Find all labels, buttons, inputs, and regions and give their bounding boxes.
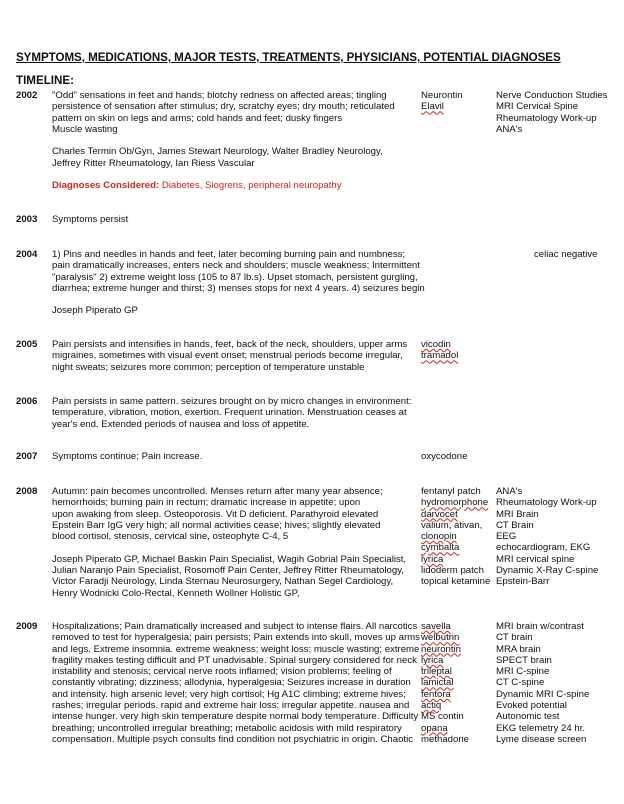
symptom-line: 1) Pins and needles in hands and feet, later becoming burning pain and numbness;: [52, 249, 406, 260]
medication-item: hydromorphone: [421, 497, 489, 509]
symptom-line: blood cortisol, stenosis, cervical sine, osteophyte C-4, 5: [52, 531, 289, 543]
symptom-line: upon awaking from sleep. Osteoporosis. Vit D deficient. Parathyroid elevated: [52, 508, 379, 520]
document-title: SYMPTOMS, MEDICATIONS, MAJOR TESTS, TREATMENTS, PHYSICIANS, POTENTIAL DIAGNOSES: [16, 51, 561, 64]
symptom-line: Symptoms persist: [52, 214, 129, 225]
entry-symptoms: [52, 90, 412, 192]
symptom-line: hemorrhoids; burning pain in rectum; dramatic increase in appetite; upon: [52, 497, 361, 509]
diagnoses-list: Diabetes, Siogrens, peripheral neuropathy: [161, 180, 342, 192]
symptom-line: Muscle wasting: [52, 123, 118, 135]
entry-tests: [496, 486, 624, 588]
test-item: MRI Cervical Spine: [496, 101, 579, 113]
test-item: Nerve Conduction Studies: [496, 90, 608, 101]
physician-line: Julian Naranjo Pain Specialist, Rosomoff Pain Center, Jeffrey Ritter Rheumatology,: [52, 565, 404, 577]
entry-medications: [421, 451, 497, 462]
entry-symptoms: [52, 451, 412, 462]
symptom-line: instability and stenosis; cervical nerve roots inflamed; vision problems; feeling of: [52, 666, 392, 678]
symptom-line: "Odd" sensations in feet and hands; blotchy redness on affected areas; tingling: [52, 90, 387, 101]
test-item: Autonomic test: [496, 711, 560, 723]
medication-item: savella: [421, 621, 451, 632]
test-item: MRI cervical spine: [496, 553, 575, 565]
medication-item: Elavil: [421, 101, 444, 113]
symptom-line: Pain persists in same pattern. seizures brought on by micro changes in environment:: [52, 396, 412, 407]
medication-item: topical ketamine: [421, 576, 491, 588]
test-item: Dynamic MRI C-spine: [496, 688, 590, 700]
entry-tests: [496, 621, 624, 745]
test-item: celiac negative: [534, 249, 598, 260]
test-item: Rheumatology Work-up: [496, 497, 597, 509]
medication-item: opana: [421, 722, 448, 734]
medication-item: Neurontin: [421, 90, 463, 101]
test-item: echocardiogram, EKG: [496, 542, 591, 554]
entry-year: 2009: [16, 621, 38, 632]
test-item: SPECT brain: [496, 654, 552, 666]
entry-medications: [421, 621, 497, 745]
entry-medications: [421, 486, 497, 588]
entry-symptoms: [52, 339, 412, 373]
test-item: MRI brain w/contrast: [496, 621, 584, 632]
symptom-line: pain dramatically increases, enters neck and shoulders; muscle weakness; Intermittent: [52, 260, 420, 272]
medication-item: trileptal: [421, 666, 452, 678]
test-item: ANA's: [496, 123, 523, 135]
entry-year: 2006: [16, 396, 38, 407]
medication-item: lidoderm patch: [421, 565, 484, 577]
entry-symptoms: [52, 214, 412, 225]
symptom-line: compensation. Multiple psych consults find condition not psychiatric in origin. Chaotic: [52, 733, 414, 745]
entry-symptoms: [52, 249, 425, 317]
entry-year: 2007: [16, 451, 38, 462]
physician-line: Joseph Piperato GP, Michael Baskin Pain Specialist, Wagih Gobrial Pain Specialist,: [52, 553, 407, 565]
symptom-line: Pain persists and intensifies in hands, feet, back of the neck, shoulders, upper arms: [52, 339, 408, 350]
entry-medications: [421, 90, 497, 113]
symptom-line: night sweats; seizures more common; perception of temperature unstable: [52, 361, 365, 373]
test-item: CT brain: [496, 632, 533, 644]
diagnoses-label: Diagnoses Considered:: [52, 180, 160, 192]
medication-item: neurontin: [421, 643, 462, 655]
symptom-line: constantly vibrating; dizziness; allodynia, hyperalgesia; Seizures increase in duration: [52, 677, 411, 689]
entry-year: 2005: [16, 339, 38, 350]
symptom-line: Hospitalizations; Pain dramatically increased and subject to intense flairs. All narcotics: [52, 621, 418, 632]
physician-line: Charles Termin Ob/Gyn, James Stewart Neurology, Walter Bradley Neurology,: [52, 146, 383, 158]
symptom-line: year's end. Extended periods of nausea and loss of appetite.: [52, 418, 310, 430]
symptom-line: fragility makes testing difficult and PT unadvisable. Spinal surgery considered for neck: [52, 654, 417, 666]
medication-item: actiq: [421, 700, 442, 712]
medication-item: fentanyl patch: [421, 486, 481, 497]
symptom-line: pattern on skin on legs and arms; cold hands and feet; dusky fingers: [52, 112, 343, 124]
medication-item: vicodin: [421, 339, 451, 350]
entry-year: 2008: [16, 486, 38, 497]
entry-tests: [534, 249, 624, 260]
entry-year: 2002: [16, 90, 38, 101]
test-item: MRI C-spine: [496, 666, 550, 678]
physician-line: Joseph Piperato GP: [52, 305, 138, 317]
test-item: Rheumatology Work-up: [496, 112, 597, 124]
test-item: MRA brain: [496, 643, 541, 655]
test-item: CT C-spine: [496, 677, 545, 689]
test-item: Dynamic X-Ray C-spine: [496, 565, 599, 577]
physician-line: Victor Faradji Neurology, Linda Sternau Neurosurgery, Nathan Segel Cardiology,: [52, 576, 394, 588]
entry-symptoms: [52, 621, 420, 745]
test-item: MRI Brain: [496, 508, 539, 520]
symptom-line: breathing; uncontrolled irregular breathing; metabolic acidosis with mild respiratory: [52, 722, 402, 734]
physician-line: Henry Wodnicki Colo-Rectal, Kenneth Wollner Holistic GP,: [52, 587, 300, 599]
symptom-line: and intensity. high arsenic level; very high cortisol; Hg A1C climbing; extreme hives;: [52, 688, 406, 700]
symptom-line: intense hunger. very high skin temperature despite normal body temperature. Difficulty: [52, 711, 419, 723]
entry-year: 2003: [16, 214, 38, 225]
symptom-line: and legs. Extreme insomnia. extreme weakness; weight loss; muscle wasting; extreme: [52, 643, 420, 655]
symptom-line: temperature, vibration, motion, exertion. Frequent urination. Menstruation ceases at: [52, 407, 407, 419]
test-item: Evoked potential: [496, 700, 567, 712]
medication-item: darvocet: [421, 508, 458, 520]
diagnoses-considered: [52, 180, 412, 191]
test-item: Lyme disease screen: [496, 733, 587, 745]
entry-symptoms: [52, 486, 412, 599]
medication-item: MS contin: [421, 711, 464, 723]
medication-item: lamictal: [421, 677, 454, 689]
medication-item: fentora: [421, 688, 451, 700]
symptom-line: migraines, sometimes with visual event onset; menstrual periods become irregular,: [52, 350, 403, 362]
symptom-line: Autumn: pain becomes uncontrolled. Menses return after many year absence;: [52, 486, 383, 497]
entry-year: 2004: [16, 249, 38, 260]
medication-item: lyrica: [421, 553, 444, 565]
symptom-line: "paralysis" 2) extreme weight loss (105 to 87 lb.s). Upset stomach, persistent gurgling,: [52, 271, 418, 283]
medication-item: cymbalta: [421, 542, 460, 554]
medication-item: methadone: [421, 733, 470, 745]
test-item: CT Brain: [496, 519, 534, 531]
test-item: EKG telemetry 24 hr.: [496, 722, 586, 734]
medication-item: oxycodone: [421, 451, 468, 462]
entry-symptoms: [52, 396, 412, 430]
symptom-line: persistence of sensation after stimulus; dry, scratchy eyes; dry mouth; reticulated: [52, 101, 395, 113]
medication-item: welbutrin: [421, 632, 460, 644]
test-item: Epstein-Barr: [496, 576, 550, 588]
physician-line: Jeffrey Ritter Rheumatology, Ian Riess Vascular: [52, 157, 255, 169]
symptom-line: Epstein Barr IgG very high; all normal activities cease; hives; slightly elevated: [52, 519, 381, 531]
medication-item: lyrica: [421, 654, 444, 666]
symptom-line: removed to test for hyperalgesia; pain persists; Pain extends into skull, moves up arms: [52, 632, 420, 644]
test-item: EEG: [496, 531, 517, 543]
symptom-line: diarrhea; extreme hunger and thirst; 3) menses stops for next 4 years. 4) seizures begin: [52, 282, 425, 294]
symptom-line: Symptoms continue; Pain increase.: [52, 451, 203, 462]
medication-item: clonopin: [421, 531, 457, 543]
timeline-label: TIMELINE:: [16, 74, 74, 87]
entry-medications: [421, 339, 497, 362]
medication-item: tramadol: [421, 350, 459, 362]
medication-item: valium, ativan,: [421, 519, 483, 531]
symptom-line: rashes; irregular periods. rapid and extreme hair loss; irregular appetite. nausea and: [52, 700, 410, 712]
test-item: ANA's: [496, 486, 523, 497]
entry-tests: [496, 90, 624, 135]
